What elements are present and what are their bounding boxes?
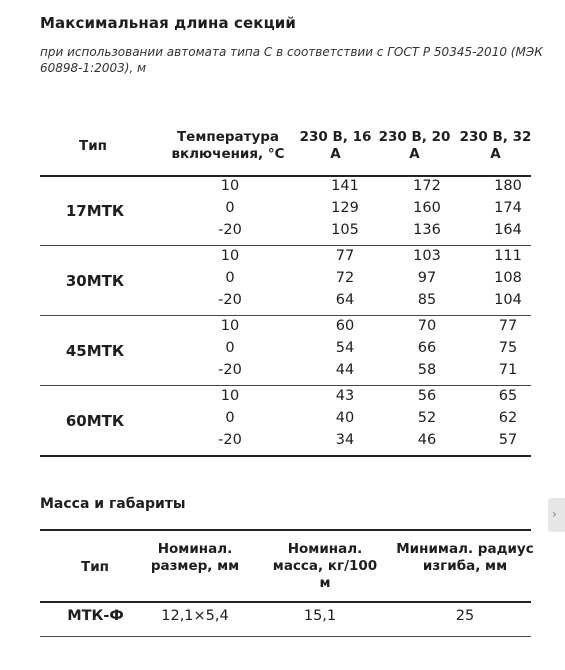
cell-temp: -20 [218, 222, 242, 238]
cell-16a: 72 [335, 270, 355, 286]
page-title: Максимальная длина секций [40, 14, 297, 32]
mass-section-title: Масса и габариты [40, 496, 186, 512]
cell-32a: 75 [498, 340, 518, 356]
header-230v-20a: 230 В, 20 А [378, 129, 451, 162]
cell-temp: 10 [220, 248, 240, 264]
table-row [40, 292, 531, 312]
group-divider [40, 245, 531, 246]
table-row [40, 388, 531, 408]
mass-table-top-rule [40, 529, 531, 531]
table-row [40, 222, 531, 242]
cell-temp: 0 [225, 200, 235, 216]
group-name: 45МТК [65, 342, 125, 360]
mass-table-header [40, 537, 534, 599]
cell-mass: 15,1 [303, 608, 337, 624]
cell-32a: 65 [498, 388, 518, 404]
cell-temp: 0 [225, 410, 235, 426]
table-row [40, 432, 531, 452]
cell-16a: 105 [331, 222, 359, 238]
cell-20a: 103 [413, 248, 441, 264]
cell-20a: 56 [417, 388, 437, 404]
cell-16a: 129 [331, 200, 359, 216]
cell-temp: 10 [220, 388, 240, 404]
table-divider [40, 175, 531, 177]
group-name: 60МТК [65, 412, 125, 430]
table-row [40, 340, 531, 360]
cell-16a: 64 [335, 292, 355, 308]
cell-temp: 0 [225, 270, 235, 286]
cell-32a: 111 [494, 248, 522, 264]
table-row [40, 362, 531, 382]
table-row [40, 608, 531, 630]
cell-20a: 172 [413, 178, 441, 194]
cell-temp: -20 [218, 432, 242, 448]
cell-radius: 25 [455, 608, 475, 624]
cell-32a: 164 [494, 222, 522, 238]
cell-size: 12,1×5,4 [161, 608, 229, 624]
table-row [40, 270, 531, 290]
next-page-button[interactable] [548, 498, 565, 532]
cell-20a: 52 [417, 410, 437, 426]
table-bottom-rule [40, 455, 531, 457]
length-table-header [40, 126, 530, 172]
cell-20a: 97 [417, 270, 437, 286]
cell-32a: 180 [494, 178, 522, 194]
cell-16a: 43 [335, 388, 355, 404]
header-230v-32a: 230 В, 32 А [459, 129, 532, 162]
cell-20a: 58 [417, 362, 437, 378]
group-name: 30МТК [65, 272, 125, 290]
table-group-60mtk [40, 388, 531, 458]
header-nominal-size: Номинал. размер, мм [150, 541, 240, 574]
table-group-17mtk [40, 178, 531, 248]
cell-temp: 10 [220, 318, 240, 334]
cell-20a: 160 [413, 200, 441, 216]
cell-32a: 71 [498, 362, 518, 378]
header-min-bend-radius: Минимал. радиус изгиба, мм [396, 541, 534, 574]
group-name: 17МТК [65, 202, 125, 220]
cell-16a: 60 [335, 318, 355, 334]
cell-20a: 46 [417, 432, 437, 448]
table-group-45mtk [40, 318, 531, 388]
cell-16a: 54 [335, 340, 355, 356]
header-type: Тип [79, 138, 107, 154]
group-divider [40, 385, 531, 386]
header-temperature: Температура включения, °C [171, 129, 285, 162]
header-type: Тип [81, 559, 109, 575]
cell-temp: -20 [218, 362, 242, 378]
table-row [40, 410, 531, 430]
header-230v-16a: 230 В, 16 А [299, 129, 372, 162]
cell-16a: 141 [331, 178, 359, 194]
cell-32a: 77 [498, 318, 518, 334]
cell-32a: 104 [494, 292, 522, 308]
chevron-right-icon: › [552, 507, 557, 521]
cell-16a: 34 [335, 432, 355, 448]
cell-temp: -20 [218, 292, 242, 308]
cell-32a: 57 [498, 432, 518, 448]
mass-table-divider [40, 601, 531, 603]
cell-16a: 40 [335, 410, 355, 426]
cell-20a: 70 [417, 318, 437, 334]
cell-temp: 10 [220, 178, 240, 194]
group-divider [40, 315, 531, 316]
cell-20a: 66 [417, 340, 437, 356]
cell-32a: 62 [498, 410, 518, 426]
table-row [40, 178, 531, 198]
header-nominal-mass: Номинал. масса, кг/100 м [272, 541, 378, 591]
table-row [40, 248, 531, 268]
table-group-30mtk [40, 248, 531, 318]
cell-16a: 44 [335, 362, 355, 378]
cell-32a: 108 [494, 270, 522, 286]
cell-16a: 77 [335, 248, 355, 264]
cell-20a: 85 [417, 292, 437, 308]
cell-temp: 0 [225, 340, 235, 356]
table-row [40, 318, 531, 338]
mass-table-bottom-rule [40, 636, 531, 637]
cell-32a: 174 [494, 200, 522, 216]
cell-type: МТК-Ф [67, 608, 124, 624]
table-row [40, 200, 531, 220]
page-subtitle: при использовании автомата типа С в соответствии с ГОСТ Р 50345-2010 (МЭК 60898-1:2003), м [40, 45, 543, 75]
cell-20a: 136 [413, 222, 441, 238]
